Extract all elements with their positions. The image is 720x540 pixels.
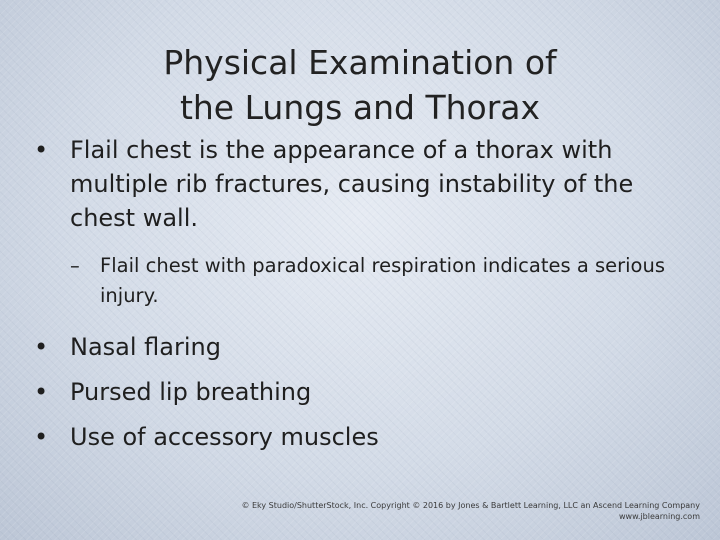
copyright-footer [241, 500, 700, 522]
sub-bullet-marker: – [70, 254, 80, 277]
bullet-marker: • [34, 333, 49, 361]
sub-bullet-item [70, 251, 694, 311]
title-line-1: Physical Examination of [163, 43, 557, 83]
slide-title [60, 40, 660, 130]
bullet-item [34, 370, 694, 415]
bullet-text: Flail chest is the appearance of a thorax with multiple rib fractures, causing instability of the chest wall. [70, 136, 634, 232]
bullet-text: Use of accessory muscles [70, 423, 379, 451]
sub-bullet-text: Flail chest with paradoxical respiration indicates a serious injury. [100, 254, 666, 307]
bullet-text: Nasal flaring [70, 333, 221, 361]
bullet-item [34, 133, 694, 235]
bullet-text: Pursed lip breathing [70, 378, 312, 406]
bullet-marker: • [34, 136, 49, 164]
bullet-item [34, 415, 694, 460]
website-text: www.jblearning.com [618, 512, 700, 521]
title-line-2: the Lungs and Thorax [179, 88, 541, 128]
bullet-marker: • [34, 378, 49, 406]
bullet-marker: • [34, 423, 49, 451]
slide-body [34, 133, 694, 460]
copyright-text: © Eky Studio/ShutterStock, Inc. Copyright © 2016 by Jones & Bartlett Learning, LLC an Ascend Learning Company [241, 501, 700, 510]
bullet-item [34, 325, 694, 370]
